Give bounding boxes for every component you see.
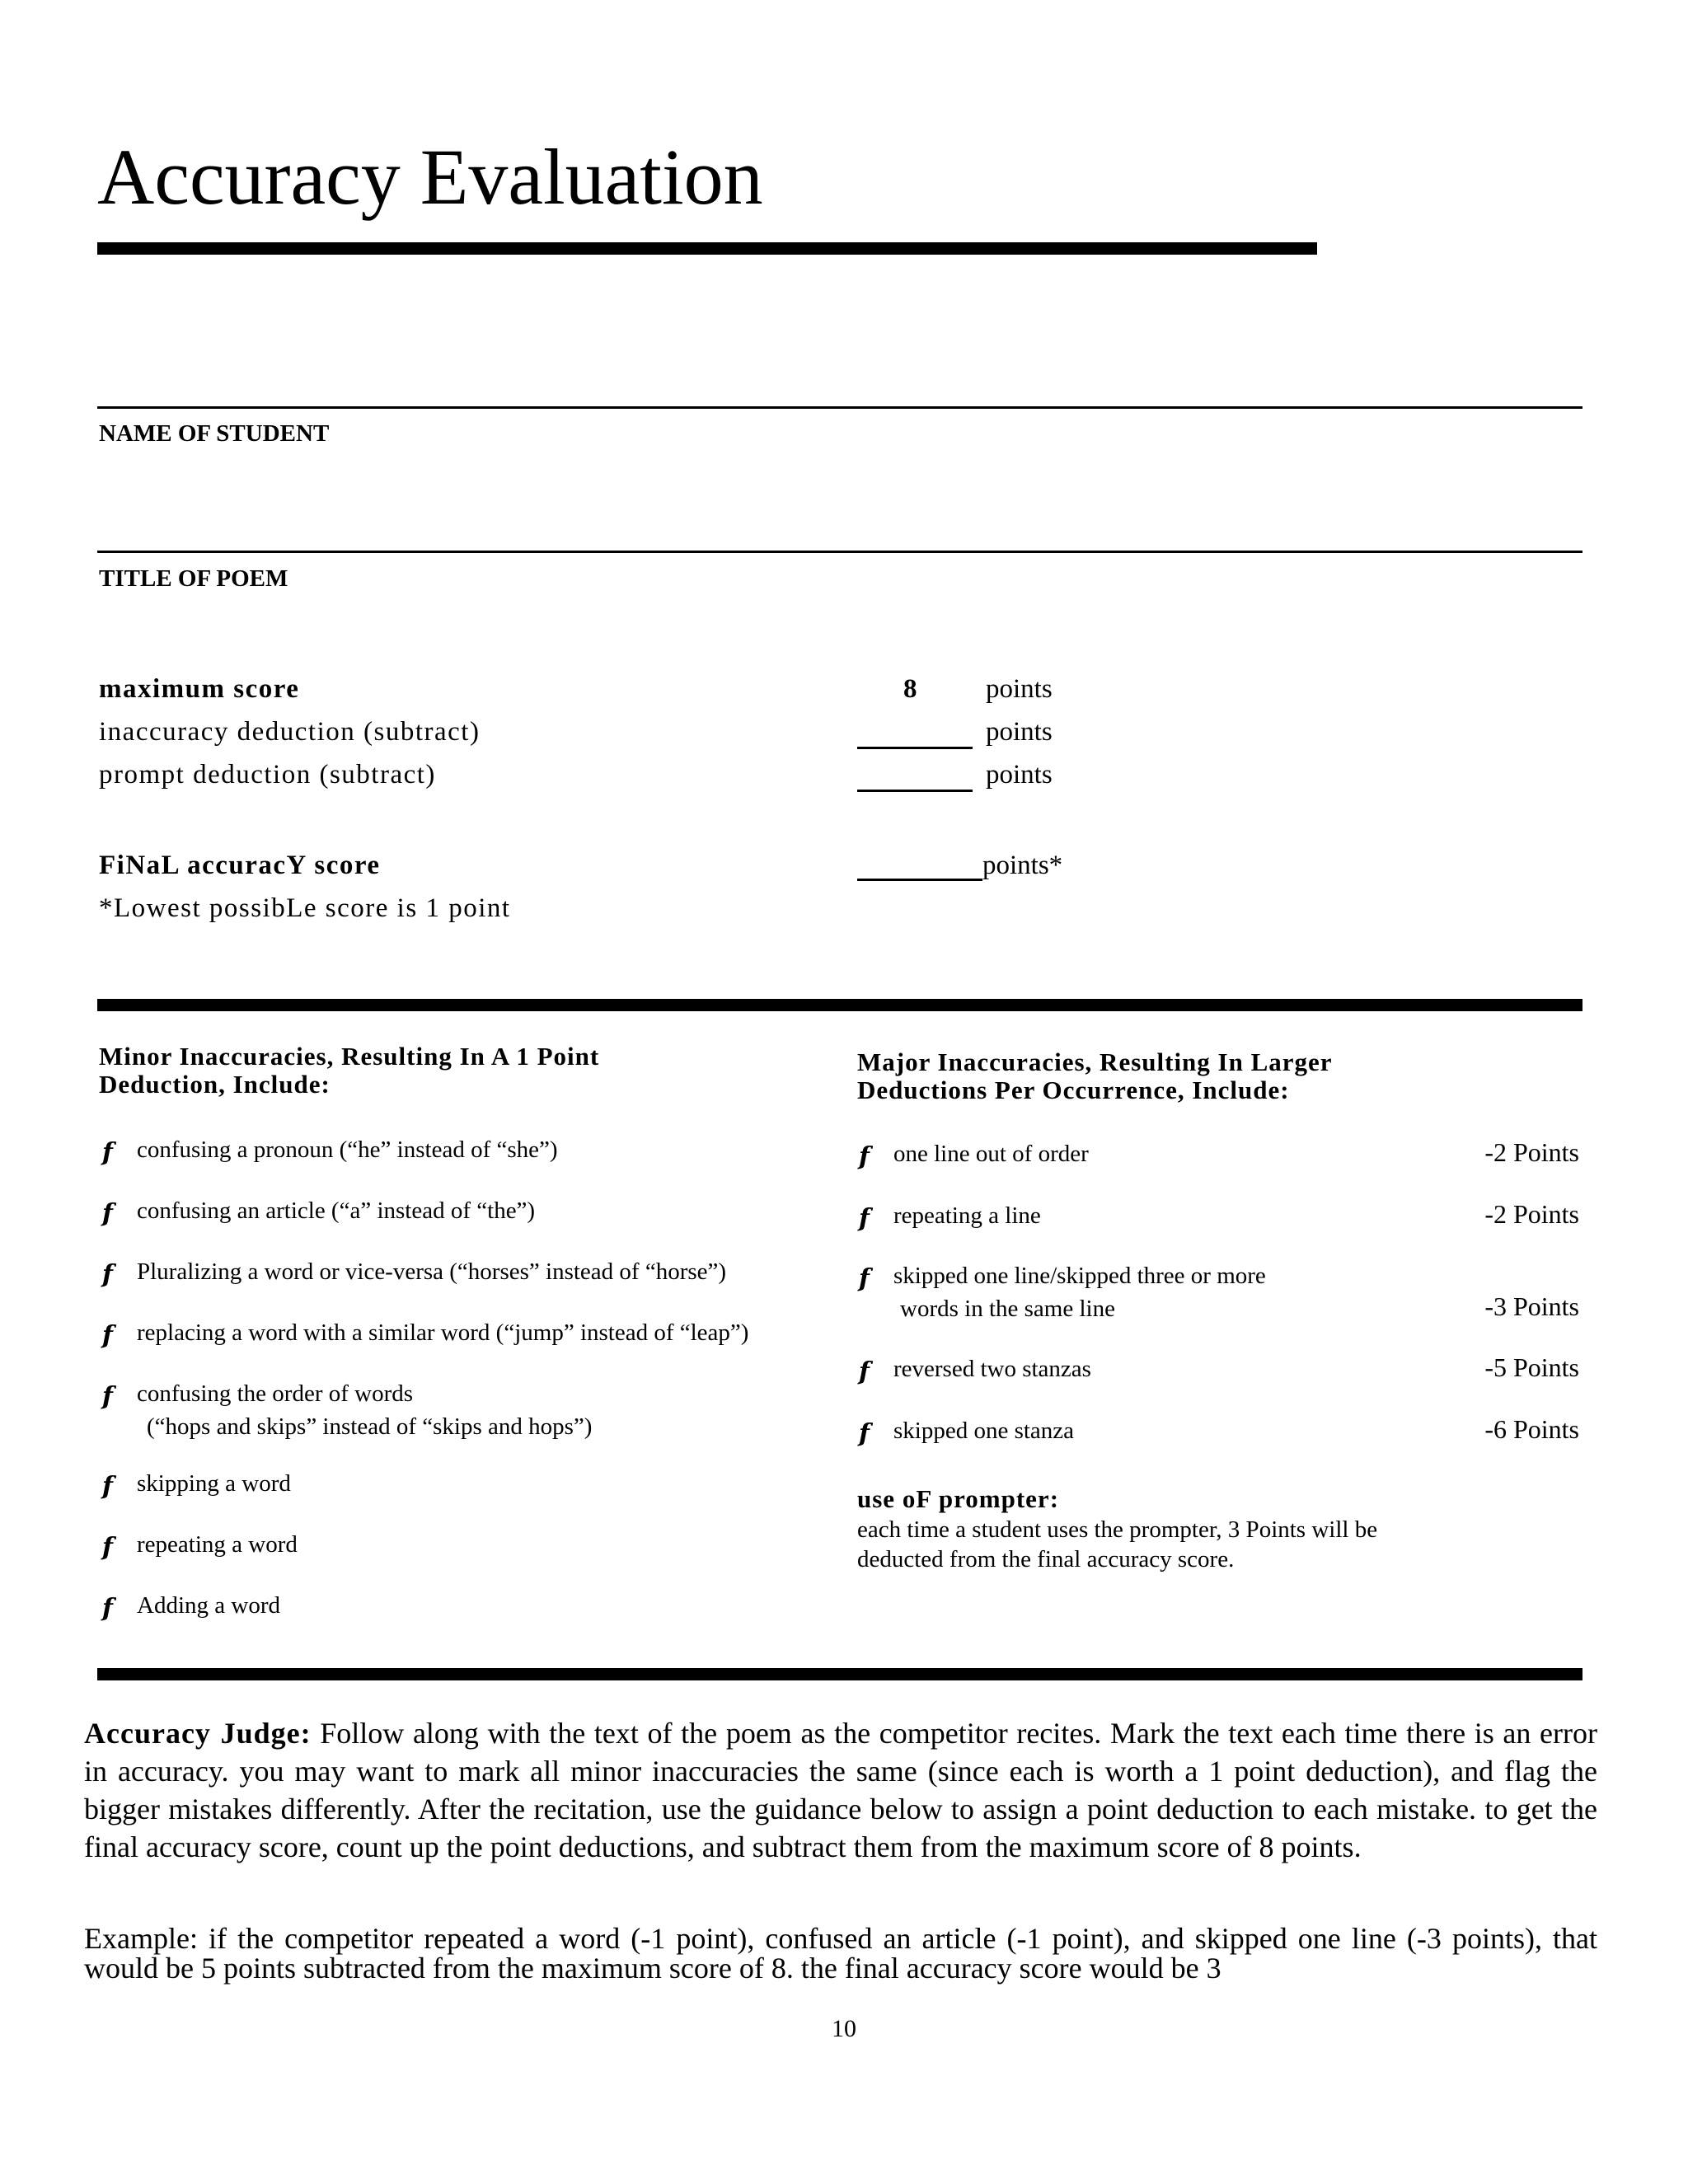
major-item (859, 1201, 1041, 1234)
minor-item-text: confusing an article (“a” instead of “the”) (137, 1197, 536, 1224)
minor-item-text: replacing a word with a similar word (“jump” instead of “leap”) (137, 1319, 749, 1346)
bullet-icon: f (859, 1142, 870, 1171)
major-item (859, 1139, 1089, 1172)
minor-item-text: confusing the order of words (137, 1380, 414, 1407)
minor-item (102, 1257, 726, 1290)
major-item (859, 1416, 1074, 1449)
major-item-text: reversed two stanzas (893, 1356, 1091, 1382)
major-item-continued: words in the same line (900, 1296, 1115, 1322)
prompter-text-line-1: each time a student uses the prompter, 3 Points will be (857, 1516, 1378, 1543)
maximum-score-points: points (986, 674, 1053, 704)
major-heading (857, 1048, 1582, 1104)
lowest-score-note: *Lowest possibLe score is 1 point (99, 893, 511, 923)
major-heading-line-2: Deductions Per Occurrence, Include: (857, 1076, 1290, 1104)
page-title: Accuracy Evaluation (97, 133, 763, 221)
final-accuracy-score-label: FiNaL accuracY score (99, 851, 381, 880)
bullet-icon: f (102, 1199, 113, 1228)
poem-title-label: TITLE OF POEM (99, 565, 288, 592)
student-name-label: NAME OF STUDENT (99, 420, 330, 447)
minor-item-text: Pluralizing a word or vice-versa (“horses” instead of “horse”) (137, 1258, 727, 1285)
prompt-deduction-blank[interactable] (857, 790, 973, 792)
minor-item-text: confusing a pronoun (“he” instead of “she”) (137, 1137, 558, 1163)
judge-instructions-body: Follow along with the text of the poem as the competitor recites. Mark the text each time there is an error in accuracy. you may want to mark all minor inaccuracies the same (since each is worth a 1 point deduction), and flag the bigger mistakes differently. After the recitation, use the guidance below to assign a point deduction to each mistake. to get the final accuracy score, count up the point deductions, and subtract them from the maximum score of 8 points. (84, 1717, 1597, 1863)
bullet-icon: f (102, 1472, 113, 1501)
minor-heading (99, 1043, 824, 1099)
minor-item-continued: (“hops and skips” instead of “skips and hops”) (147, 1413, 593, 1440)
judge-instructions (84, 1714, 1597, 1866)
major-item-text: repeating a line (893, 1202, 1041, 1229)
minor-heading-line-2: Deduction, Include: (99, 1070, 331, 1099)
major-item-text: skipped one line/skipped three or more (893, 1263, 1266, 1289)
minor-heading-line-1: Minor Inaccuracies, Resulting In A 1 Point (99, 1042, 600, 1071)
bullet-icon: f (859, 1264, 870, 1293)
minor-item-text: Adding a word (137, 1592, 280, 1619)
major-item-points: -3 Points (1484, 1291, 1579, 1321)
inaccuracy-deduction-blank[interactable] (857, 747, 973, 749)
inaccuracy-deduction-label: inaccuracy deduction (subtract) (99, 717, 481, 747)
title-rule (97, 242, 1317, 255)
student-name-line[interactable] (97, 406, 1582, 409)
bullet-icon: f (859, 1419, 870, 1448)
major-item-points: -2 Points (1484, 1137, 1579, 1167)
minor-item (102, 1318, 748, 1351)
poem-title-line[interactable] (97, 551, 1582, 553)
minor-item-text: skipping a word (137, 1470, 291, 1497)
major-item-text: one line out of order (893, 1141, 1089, 1167)
minor-item (102, 1196, 535, 1229)
major-item (859, 1354, 1091, 1387)
major-item (859, 1261, 1266, 1324)
minor-item (102, 1135, 558, 1168)
final-accuracy-score-points: points* (982, 851, 1063, 880)
page-number: 10 (832, 2015, 856, 2042)
final-accuracy-score-blank[interactable] (857, 879, 982, 881)
example-text: Example: if the competitor repeated a word (-1 point), confused an article (-1 point), and skipped one line (-3 points), that would be 5 points subtracted from the maximum score of 8. the final accuracy score would be 3 (84, 1922, 1597, 1985)
bullet-icon: f (859, 1357, 870, 1386)
maximum-score-label: maximum score (99, 674, 300, 704)
prompter-text-line-2: deducted from the final accuracy score. (857, 1546, 1235, 1572)
minor-item (102, 1379, 592, 1441)
section-rule-bottom (97, 1668, 1582, 1680)
major-heading-line-1: Major Inaccuracies, Resulting In Larger (857, 1047, 1333, 1076)
bullet-icon: f (102, 1382, 113, 1411)
prompt-deduction-points: points (986, 760, 1053, 790)
minor-item (102, 1530, 298, 1563)
bullet-icon: f (102, 1594, 113, 1623)
minor-item (102, 1591, 280, 1624)
bullet-icon: f (859, 1204, 870, 1233)
major-item-points: -6 Points (1484, 1414, 1579, 1444)
prompt-deduction-label: prompt deduction (subtract) (99, 760, 436, 790)
inaccuracy-deduction-points: points (986, 717, 1053, 747)
prompter-heading: use oF prompter: (857, 1484, 1060, 1513)
major-item-points: -5 Points (1484, 1352, 1579, 1382)
judge-instructions-lead: Accuracy Judge: (84, 1717, 312, 1750)
major-item-text: skipped one stanza (893, 1418, 1075, 1444)
minor-item (102, 1469, 291, 1502)
bullet-icon: f (102, 1321, 113, 1350)
bullet-icon: f (102, 1138, 113, 1167)
section-rule-top (97, 999, 1582, 1011)
minor-item-text: repeating a word (137, 1531, 298, 1558)
bullet-icon: f (102, 1260, 113, 1289)
maximum-score-value: 8 (903, 674, 917, 704)
bullet-icon: f (102, 1533, 113, 1562)
major-item-points: -2 Points (1484, 1199, 1579, 1229)
